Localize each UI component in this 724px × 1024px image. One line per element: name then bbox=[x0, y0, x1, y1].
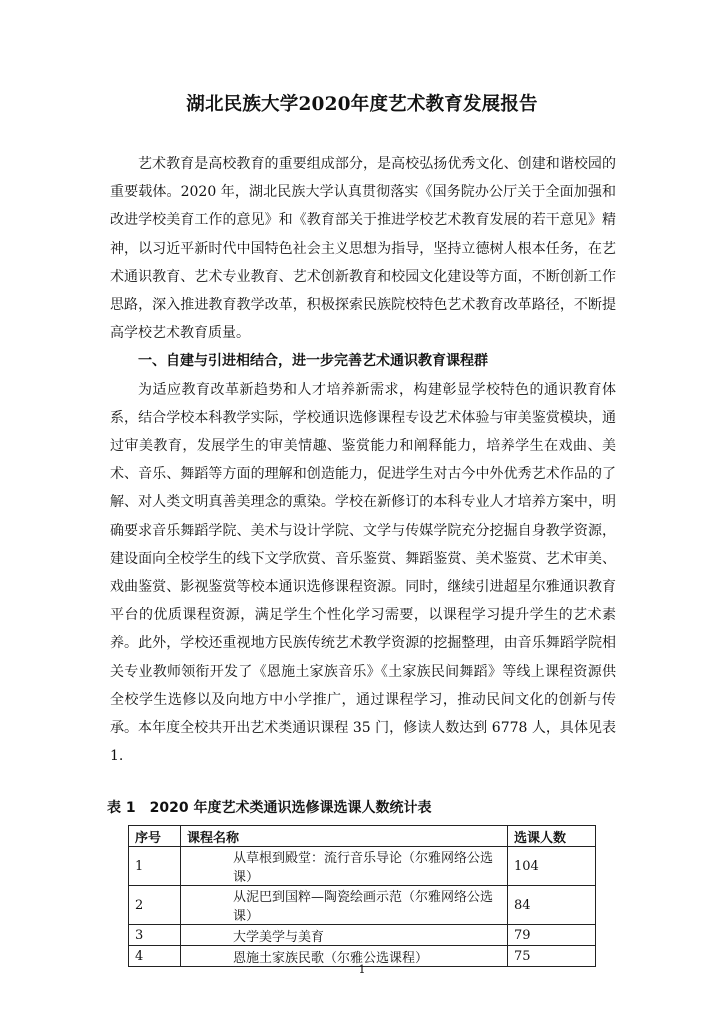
row-enrollment: 75 bbox=[508, 946, 596, 967]
report-body bbox=[110, 150, 616, 770]
intro-paragraph: 艺术教育是高校教育的重要组成部分，是高校弘扬优秀文化、创建和谐校园的重要载体。2020 年，湖北民族大学认真贯彻落实《国务院办公厅关于全面加强和改进学校美育工作的意见》和《教育部关于推进学校艺术教育发展的若干意见》精神，以习近平新时代中国特色社会主义思想为指导，坚持立德树人根本任务，在艺术通识教育、艺术专业教育、艺术创新教育和校园文化建设等方面，不断创新工作思路，深入推进教育教学改革，积极探索民族院校特色艺术教育改革路径，不断提高学校艺术教育质量。 bbox=[110, 156, 616, 342]
row-number: 4 bbox=[129, 946, 181, 967]
row-enrollment: 104 bbox=[508, 847, 596, 886]
header-course-name: 课程名称 bbox=[181, 826, 508, 847]
row-number: 1 bbox=[129, 847, 181, 886]
row-course-name: 恩施土家族民歌（尔雅公选课程） bbox=[181, 946, 508, 967]
section-1-paragraph: 为适应教育改革新趋势和人才培养新需求，构建彰显学校特色的通识教育体系，结合学校本科教学实际，学校通识选修课程专设艺术体验与审美鉴赏模块，通过审美教育，发展学生的审美情趣、鉴赏能力和阐释能力，培养学生在戏曲、美术、音乐、舞蹈等方面的理解和创造能力，促进学生对古今中外优秀艺术作品的了解、对人类文明真善美理念的熏染。学校在新修订的本科专业人才培养方案中，明确要求音乐舞蹈学院、美术与设计学院、文学与传媒学院充分挖掘自身教学资源，建设面向全校学生的线下文学欣赏、音乐鉴赏、舞蹈鉴赏、美术鉴赏、艺术审美、戏曲鉴赏、影视鉴赏等校本通识选修课程资源。同时，继续引进超星尔雅通识教育平台的优质课程资源，满足学生个性化学习需要，以课程学习提升学生的艺术素养。此外，学校还重视地方民族传统艺术教学资源的挖掘整理，由音乐舞蹈学院相关专业教师领衔开发了《恩施土家族音乐》《土家族民间舞蹈》等线上课程资源供全校学生选修以及向地方中小学推广，通过课程学习，推动民间文化的创新与传承。本年度全校共开出艺术类通识课程 35 门，修读人数达到 6778 人，具体见表 1. bbox=[110, 381, 616, 765]
page-number: 1 bbox=[358, 963, 366, 976]
row-course-name: 大学美学与美育 bbox=[181, 925, 508, 946]
table-header-row bbox=[129, 826, 596, 847]
table-row bbox=[129, 925, 596, 946]
row-enrollment: 84 bbox=[508, 886, 596, 925]
table-caption: 表 1 2020 年度艺术类通识选修课选课人数统计表 bbox=[107, 800, 432, 816]
row-number: 2 bbox=[129, 886, 181, 925]
table-row bbox=[129, 847, 596, 886]
row-number: 3 bbox=[129, 925, 181, 946]
section-heading-1: 一、自建与引进相结合，进一步完善艺术通识教育课程群 bbox=[138, 353, 488, 370]
table-row bbox=[129, 886, 596, 925]
page-title: 湖北民族大学2020年度艺术教育发展报告 bbox=[186, 94, 538, 115]
row-course-name: 从泥巴到国粹—陶瓷绘画示范（尔雅网络公选课） bbox=[181, 886, 508, 925]
row-course-name: 从草根到殿堂：流行音乐导论（尔雅网络公选课） bbox=[181, 847, 508, 886]
row-enrollment: 79 bbox=[508, 925, 596, 946]
header-enrollment: 选课人数 bbox=[508, 826, 596, 847]
enrollment-table bbox=[128, 825, 596, 967]
header-number: 序号 bbox=[129, 826, 181, 847]
